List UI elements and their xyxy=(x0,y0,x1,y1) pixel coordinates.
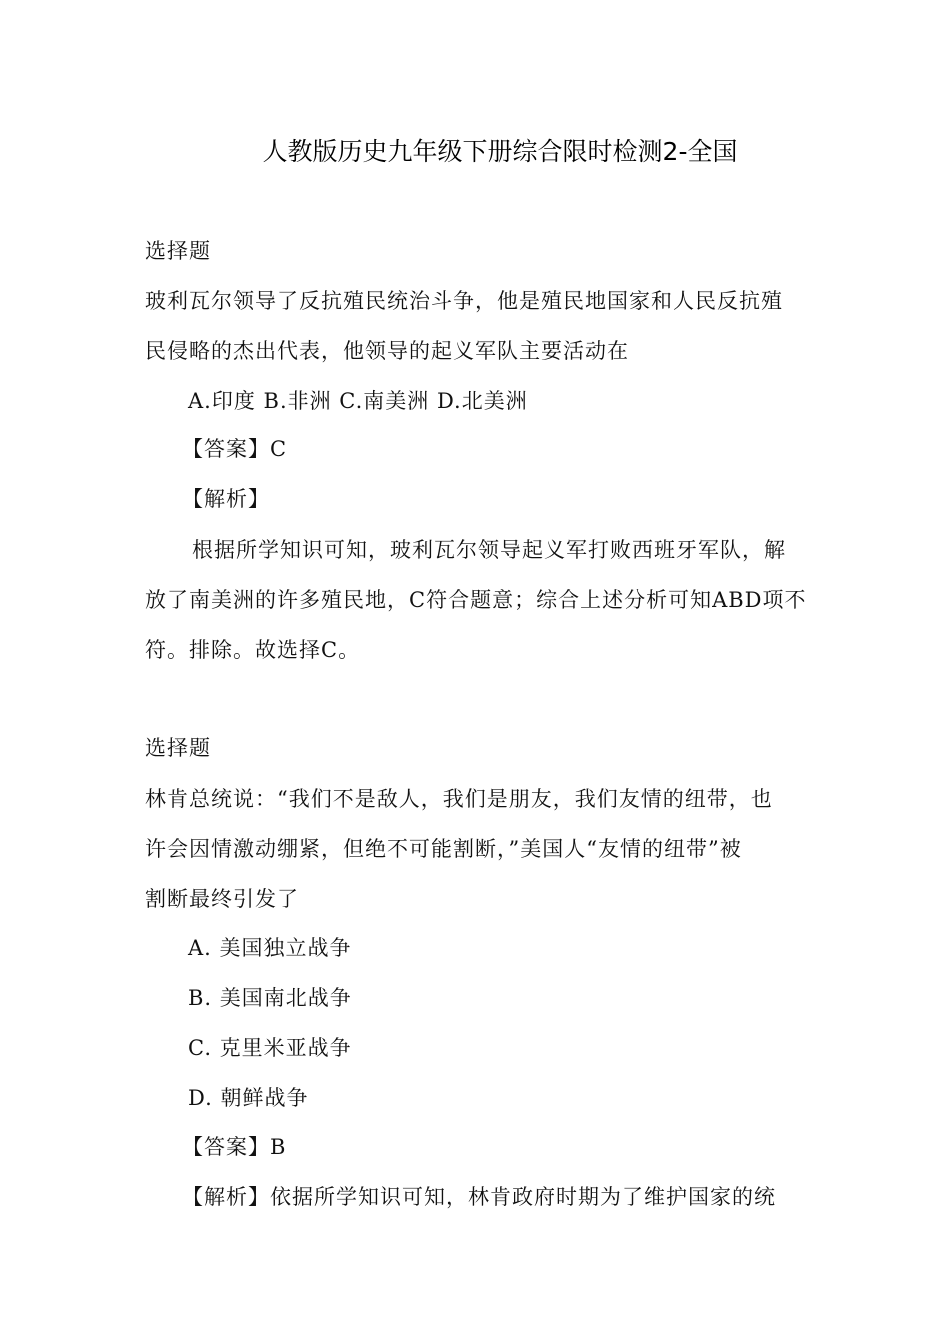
q2-option-a: A. 美国独立战争 xyxy=(188,936,352,960)
q1-stem-line-2: 民侵略的杰出代表，他领导的起义军队主要活动在 xyxy=(145,339,629,363)
q1-stem-line-1: 玻利瓦尔领导了反抗殖民统治斗争，他是殖民地国家和人民反抗殖 xyxy=(145,289,783,313)
q2-option-d: D. 朝鲜战争 xyxy=(188,1086,309,1110)
q2-option-b: B. 美国南北战争 xyxy=(188,986,352,1010)
q2-option-c: C. 克里米亚战争 xyxy=(188,1036,352,1060)
q2-analysis-line-1: 【解析】依据所学知识可知，林肯政府时期为了维护国家的统 xyxy=(182,1185,776,1209)
q2-stem-line-2: 许会因情激动绷紧，但绝不可能割断，”美国人“友情的纽带”被 xyxy=(145,837,742,861)
document-title: 人教版历史九年级下册综合限时检测2-全国 xyxy=(262,137,738,166)
q1-analysis-line-3: 符。排除。故选择C。 xyxy=(145,638,361,662)
q2-stem-line-3: 割断最终引发了 xyxy=(145,887,299,911)
q2-answer: 【答案】B xyxy=(182,1135,287,1159)
q1-options: A.印度 B.非洲 C.南美洲 D.北美洲 xyxy=(188,389,528,413)
q1-type-label: 选择题 xyxy=(145,239,211,263)
q1-analysis-label: 【解析】 xyxy=(182,487,270,511)
q1-analysis-line-1: 根据所学知识可知，玻利瓦尔领导起义军打败西班牙军队，解 xyxy=(192,538,786,562)
q2-stem-line-1: 林肯总统说：“我们不是敌人，我们是朋友，我们友情的纽带，也 xyxy=(145,787,773,811)
q2-type-label: 选择题 xyxy=(145,736,211,760)
q1-answer: 【答案】C xyxy=(182,437,288,461)
q1-analysis-line-2: 放了南美洲的许多殖民地，C符合题意；综合上述分析可知ABD项不 xyxy=(145,588,807,612)
